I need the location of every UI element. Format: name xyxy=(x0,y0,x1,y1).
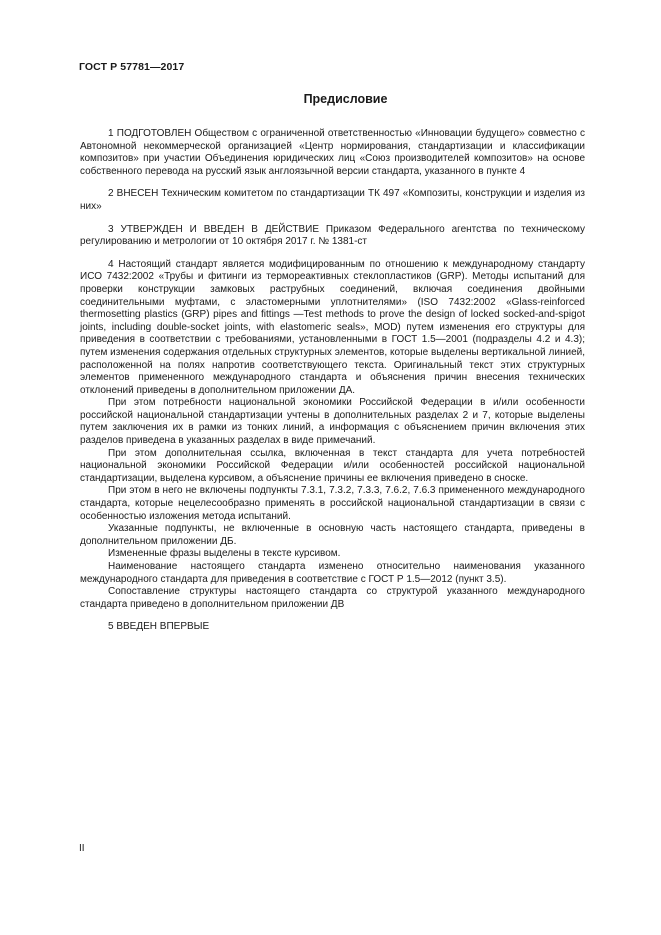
paragraph-4-annex-db: Указанные подпункты, не включенные в основную часть настоящего стандарта, приведены в дополнительном приложении ДБ. xyxy=(80,523,585,547)
paragraph-4-excluded-subclauses: При этом в него не включены подпункты 7.3.1, 7.3.2, 7.3.3, 7.6.2, 7.6.3 примененного международного стандарта, которые нецелесообразно применять в российской национальной стандартизации в связи с особенностью изложения метода испытаний. xyxy=(80,485,585,522)
paragraph-4-modified-standard: 4 Настоящий стандарт является модифицированным по отношению к международному стандарту ИСО 7432:2002 «Трубы и фитинги из термореактивных стеклопластиков (GRP). Методы испытаний для проверки конструкции замковых раструбных соединений, включая соединения двойными соединительными муфтами, с эластомерными уплотнителями» (ISO 7432:2002 «Glass-reinforced thermosetting plastics (GRP) pipes and fittings —Test methods to prove the design of locked socked-and-spigot joints, including double-socket joints, with elastomeric seals», MOD) путем изменения его структуры для приведения в соответствии с требованиями, установленными в ГОСТ 1.5—2001 (подразделы 4.2 и 4.3); путем изменения содержания отдельных структурных элементов, которые выделены вертикальной линией, расположенной на полях напротив соответствующего текста. Оригинальный текст этих структурных элементов примененного международного стандарта и объяснения причин внесения технических отклонений приведены в дополнительном приложении ДА. xyxy=(80,258,585,396)
page-number: II xyxy=(79,843,85,854)
page-title: Предисловие xyxy=(303,92,388,106)
paragraph-4-italic-phrases: Измененные фразы выделены в тексте курсивом. xyxy=(108,548,341,560)
paragraph-4-structure-comparison: Сопоставление структуры настоящего стандарта со структурой указанного международного стандарта приведено в дополнительном приложении ДВ xyxy=(80,586,585,610)
document-header: ГОСТ Р 57781—2017 xyxy=(79,61,185,73)
paragraph-4-national-needs: При этом потребности национальной экономики Российской Федерации в и/или особенности российской национальной стандартизации учтены в дополнительных разделах 2 и 7, которые выделены путем заключения их в рамки из тонких линий, а информация с объяснением причин включения этих разделов приведена в указанных разделах в виде примечаний. xyxy=(80,397,585,447)
paragraph-3-approved: 3 УТВЕРЖДЕН И ВВЕДЕН В ДЕЙСТВИЕ Приказом Федерального агентства по техническому регулированию и метрологии от 10 октября 2017 г. № 1381-ст xyxy=(80,223,585,248)
foreword-body xyxy=(80,128,585,644)
paragraph-4-title-change: Наименование настоящего стандарта изменено относительно наименования указанного международного стандарта для приведения в соответствие с ГОСТ Р 1.5—2012 (пункт 3.5). xyxy=(80,561,585,585)
paragraph-1-prepared: 1 ПОДГОТОВЛЕН Обществом с ограниченной ответственностью «Инновации будущего» совместно с Автономной некоммерческой организацией «Центр нормирования, стандартизации и классификации композитов» при участии Объединения юридических лиц «Союз производителей композитов» на основе собственного перевода на русский язык англоязычной версии стандарта, указанного в пункте 4 xyxy=(80,128,585,177)
paragraph-5-first-introduced: 5 ВВЕДЕН ВПЕРВЫЕ xyxy=(108,621,210,633)
paragraph-2-introduced: 2 ВНЕСЕН Техническим комитетом по стандартизации ТК 497 «Композиты, конструкции и изделия из них» xyxy=(80,188,585,212)
paragraph-4-additional-reference: При этом дополнительная ссылка, включенная в текст стандарта для учета потребностей национальной экономики Российской Федерации и/или особенностей российской национальной стандартизации, выделена курсивом, а объяснение причины ее включения приведено в сноске. xyxy=(80,447,585,484)
